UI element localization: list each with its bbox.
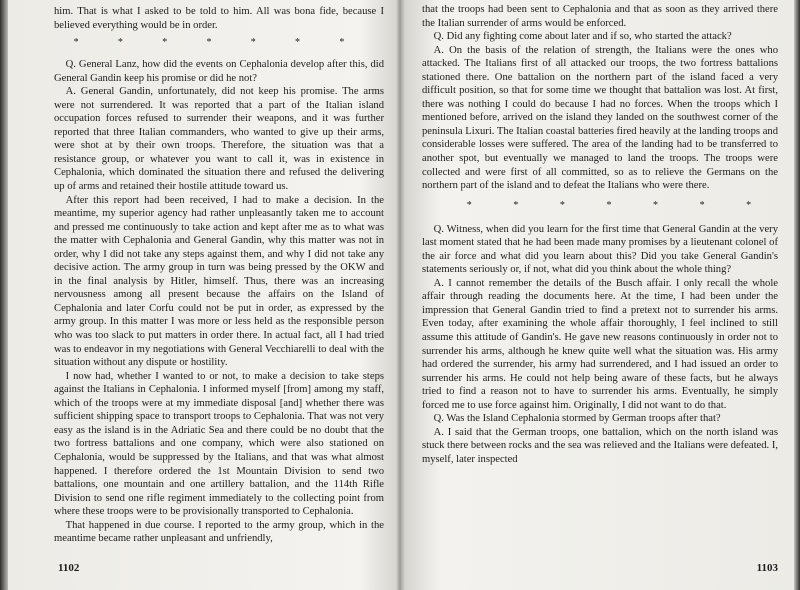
separator-star: * xyxy=(206,37,212,49)
separator-star: * xyxy=(162,37,168,49)
section-separator xyxy=(446,201,772,211)
left-page-number: 1102 xyxy=(58,562,80,575)
separator-star: * xyxy=(295,37,301,49)
separator-star: * xyxy=(513,199,519,211)
text-paragraph: That happened in due course. I reported to the army group, which in the meantime became rather unpleasant and unfriendly, xyxy=(54,519,384,545)
question-paragraph: Q. Was the Island Cephalonia stormed by German troops after that? xyxy=(433,413,721,425)
text-paragraph: After this report had been received, I had to make a decision. In the meantime, my superior agency had rather unpleasantly taken me to account and pressed me continuously to take action and kept after me as to what was the matter with Cephalonia and General Gandin, why this matter was not in order, why I did not take any steps against them, and why I did not take any decisive action. The army group in turn was being pressed by the OKW and in the final analysis by Hitler, himself. Thus, there was an increasing nervousness among all present because the affairs on the Island of Cephalonia and later Corfu could not be put in order, as expressed by the army group. In this matter I was more or less held as the responsible person who was too slack to put matters in order there. In actual fact, all I had tried was to endeavor in my negotiations with General Vecchiarelli to deal with the situation without any dispute or hostility. xyxy=(54,194,384,369)
separator-star: * xyxy=(746,199,752,211)
text-paragraph: him. That is what I asked to be told to him. All was bona fide, because I believed everything would be in order. xyxy=(54,6,384,31)
right-book-edge xyxy=(794,0,800,590)
left-page xyxy=(0,0,398,590)
question-paragraph: Q. Did any fighting come about later and if so, who started the attack? xyxy=(433,31,732,43)
section-separator xyxy=(54,38,364,48)
separator-star: * xyxy=(559,199,565,211)
left-page-text xyxy=(54,5,384,546)
separator-star: * xyxy=(653,199,659,211)
separator-star: * xyxy=(699,199,705,211)
answer-paragraph: A. I cannot remember the details of the Busch affair. I only recall the whole affair through reading the documents here. At the time, I had been under the impression that General Gandin tried to find a pretext not to surrender his arms. Even today, after examining the whole affair thoroughly, I feel inclined to still assume this attitude of Gandin's. He gave new reasons continuously in order not to surrender his arms, although he knew quite well what the situation was. His army had ordered the surrender, his army had surrendered, and I had issued an order to surrender his arms. He could not help being aware of these facts, but he always tried to find a reason not to have to surrender his arms. Eventually, he simply forced me to use force against him. Originally, I did not want to do that. xyxy=(422,277,778,411)
right-page-text xyxy=(422,3,778,467)
answer-paragraph: A. I said that the German troops, one battalion, which on the north island was stuck there between rocks and the sea was relieved and the Italians were defeated. I, myself, later inspected xyxy=(422,426,778,465)
question-paragraph: Q. Witness, when did you learn for the first time that General Gandin at the very last moment stated that he had been made many promises by a lieutenant colonel of the air force and what did you learn about this? Did you take General Gandin's statements seriously or, if not, what did you think about the whole thing? xyxy=(422,223,778,276)
separator-star: * xyxy=(466,199,472,211)
right-page xyxy=(402,0,800,590)
separator-star: * xyxy=(117,37,123,49)
text-paragraph: that the troops had been sent to Cephalonia and that as soon as they arrived there the Italian surrender of arms would be enforced. xyxy=(422,4,778,29)
answer-paragraph: A. General Gandin, unfortunately, did not keep his promise. The arms were not surrendered. It was reported that a part of the Italian island occupation forces refused to surrender their weapons, and it was further reported that three Italian commanders, who wanted to give up their arms, were shot at by their own troops. Therefore, the situation was that a resistance group, or whatever you want to call it, was in existence in Cephalonia, which dominated the situation there and refused the delivering up of arms and retained their hostile attitude toward us. xyxy=(54,86,384,193)
text-paragraph: I now had, whether I wanted to or not, to make a decision to take steps against the Italians in Cephalonia. I informed myself [from] among my staff, which of the troops were at my immediate disposal [and] whether there was sufficient shipping space to transport troops to Cephalonia. That was not very easy as the island is in the Adriatic Sea and there could be no doubt that the two fortress battalions and one company, which were also stationed on Cephalonia, would be suppressed by the Italians, and that was what almost happened. I therefore ordered the 1st Mountain Division to send two battalions, one mountain and one artillery battalion, and the 114th Rifle Division to send one rifle regiment immediately to the collecting point from where these troops were to be provisionally transported to Cephalonia. xyxy=(54,370,384,518)
separator-star: * xyxy=(339,37,345,49)
separator-star: * xyxy=(606,199,612,211)
separator-star: * xyxy=(73,37,79,49)
right-page-number: 1103 xyxy=(756,562,778,575)
separator-star: * xyxy=(250,37,256,49)
question-paragraph: Q. General Lanz, how did the events on Cephalonia develop after this, did General Gandin keep his promise or did he not? xyxy=(54,59,384,84)
answer-paragraph: A. On the basis of the relation of strength, the Italians were the ones who attacked. The Italians first of all attacked our troops, the two fortress battalions stationed there. One battalion on the northern part of the island faced a very difficult position, so that for some time we thought that battalion was lost. At first, there was nothing I could do because I had no forces. When the troops which I mentioned before, arrived on the island they landed on the southwest corner of the peninsula Lixuri. The Italian coastal batteries fired heavily at the landing troops and considerable losses were suffered. The area of the landing had to be transferred to another spot, but eventually we managed to land the troops. The troops were collected and were first of all committed, so as to relieve the Germans on the northern part of the island and to defeat the Italians who were there. xyxy=(422,44,778,192)
